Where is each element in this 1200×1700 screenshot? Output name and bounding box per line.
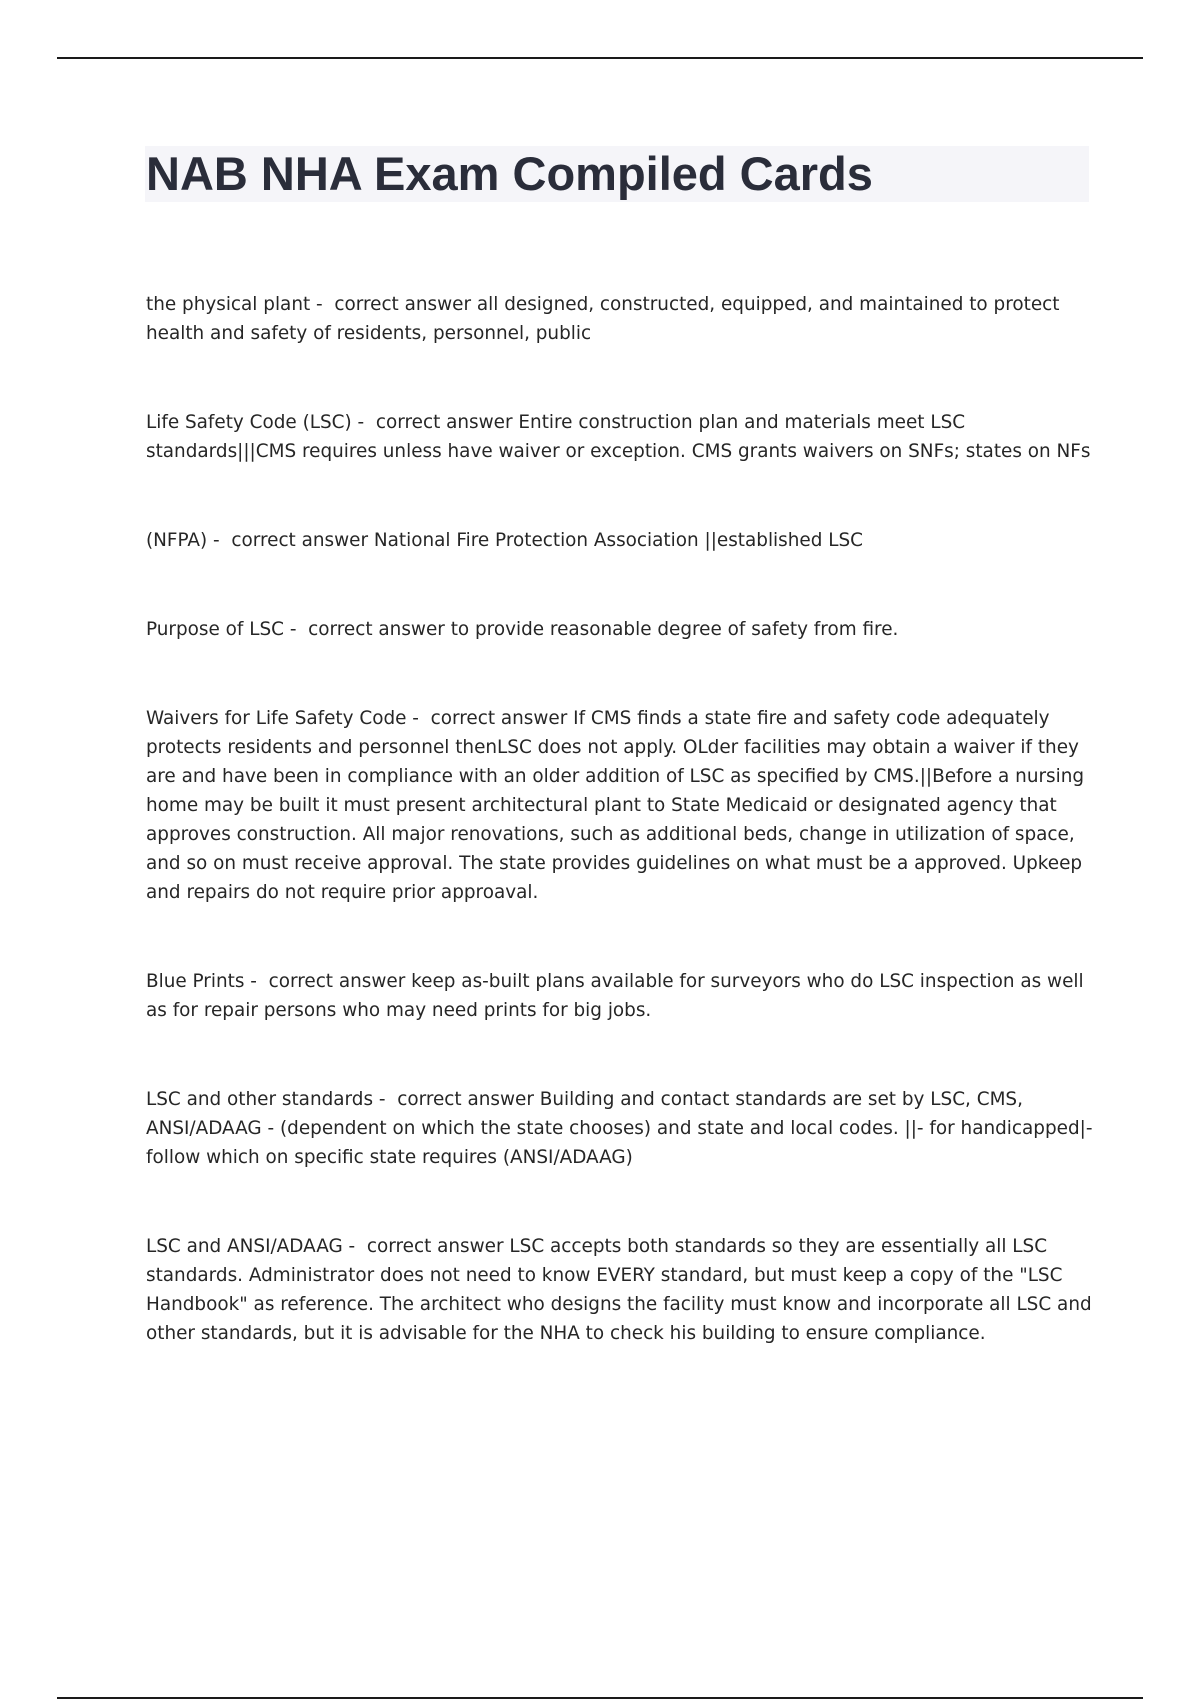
flashcard: the physical plant - correct answer all designed, constructed, equipped, and maintained to protect health and safety of residents, personnel, public [146, 294, 1060, 344]
answer-marker: correct answer [231, 530, 369, 551]
card-term: the physical plant [146, 294, 311, 315]
flashcard: LSC and other standards - correct answer Building and contact standards are set by LSC, CMS, ANSI/ADAAG - (dependent on which the state chooses) and state and local codes. ||- for handicapped|-follow which on specific state requires (ANSI/ADAAG) [146, 1089, 1093, 1168]
answer-marker: correct answer [334, 294, 472, 315]
answer-marker: correct answer [397, 1089, 534, 1110]
flashcard: Waivers for Life Safety Code - correct answer If CMS finds a state fire and safety code adequately protects residents and personnel thenLSC does not apply. OLder facilities may obtain a waiver if they are and have been in compliance with an older addition of LSC as specified by CMS.||Before a nursing home may be built it must present architectural plant to State Medicaid or designated agency that approves construction. All major renovations, such as additional beds, change in utilization of space, and so on must receive approval. The state provides guidelines on what must be a approved. Upkeep and repairs do not require prior approaval. [146, 708, 1085, 903]
answer-marker: correct answer [375, 412, 513, 433]
answer-marker: correct answer [308, 619, 445, 640]
card-term: LSC and ANSI/ADAAG [146, 1236, 343, 1257]
card-term: Purpose of LSC [146, 619, 284, 640]
card-term: Blue Prints [146, 971, 245, 992]
card-answer: keep as-built plans available for surveyors who do LSC inspection as well as for repair persons who may need prints for big jobs. [146, 971, 1084, 1021]
flashcard: Life Safety Code (LSC) - correct answer Entire construction plan and materials meet LSC standards|||CMS requires unless have waiver or exception. CMS grants waivers on SNFs; states on NFs [146, 412, 1091, 462]
answer-marker: correct answer [268, 971, 406, 992]
card-answer: to provide reasonable degree of safety from fire. [450, 619, 899, 640]
answer-marker: correct answer [366, 1236, 504, 1257]
card-term: (NFPA) [146, 530, 208, 551]
card-term: LSC and other standards [146, 1089, 374, 1110]
flashcard: LSC and ANSI/ADAAG - correct answer LSC accepts both standards so they are essentially all LSC standards. Administrator does not need to know EVERY standard, but must keep a copy of the "LSC Handbook" as reference. The architect who designs the facility must know and incorporate all LSC and other standards, but it is advisable for the NHA to check his building to ensure compliance. [146, 1236, 1092, 1344]
card-answer: Building and contact standards are set by LSC, CMS, ANSI/ADAAG - (dependent on which the state chooses) and state and local codes. ||- for handicapped|-follow which on specific state requires (ANSI/ADAAG) [146, 1089, 1093, 1168]
card-term: Life Safety Code (LSC) [146, 412, 352, 433]
bottom-rule [57, 1697, 1143, 1699]
card-answer: If CMS finds a state fire and safety code adequately protects residents and personnel thenLSC does not apply. OLder facilities may obtain a waiver if they are and have been in compliance with an older addition of LSC as specified by CMS.||Before a nursing home may be built it must present architectural plant to State Medicaid or designated agency that approves construction. All major renovations, such as additional beds, change in utilization of space, and so on must receive approval. The state provides guidelines on what must be a approved. Upkeep and repairs do not require prior approaval. [146, 708, 1085, 903]
card-answer: LSC accepts both standards so they are essentially all LSC standards. Administrator does not need to know EVERY standard, but must keep a copy of the "LSC Handbook" as reference. The architect who designs the facility must know and incorporate all LSC and other standards, but it is advisable for the NHA to check his building to ensure compliance. [146, 1236, 1092, 1344]
document-title: NAB NHA Exam Compiled Cards [146, 147, 873, 200]
flashcard: Purpose of LSC - correct answer to provide reasonable degree of safety from fire. [146, 619, 899, 640]
answer-marker: correct answer [430, 708, 568, 729]
card-answer: Entire construction plan and materials meet LSC standards|||CMS requires unless have waiver or exception. CMS grants waivers on SNFs; states on NFs [146, 412, 1091, 462]
card-answer: all designed, constructed, equipped, and maintained to protect health and safety of residents, personnel, public [146, 294, 1060, 344]
flashcard: (NFPA) - correct answer National Fire Protection Association ||established LSC [146, 530, 863, 551]
card-answer: National Fire Protection Association ||established LSC [373, 530, 863, 551]
flashcard: Blue Prints - correct answer keep as-built plans available for surveyors who do LSC inspection as well as for repair persons who may need prints for big jobs. [146, 971, 1084, 1021]
top-rule [57, 57, 1143, 59]
card-term: Waivers for Life Safety Code [146, 708, 407, 729]
flashcard-list [146, 290, 1096, 1408]
